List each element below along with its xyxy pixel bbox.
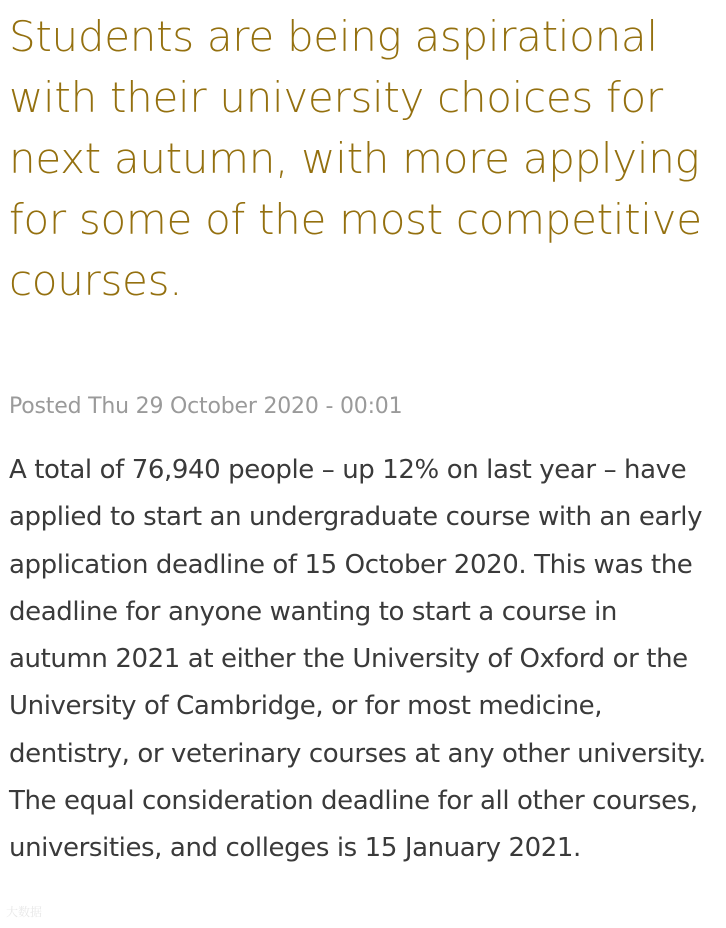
article-headline: Students are being aspirational with their university choices for next autumn, with more applying for some of the most competitive courses. [9, 12, 702, 305]
article-body: A total of 76,940 people – up 12% on last year – have applied to start an undergraduate course with an early application deadline of 15 October 2020. This was the deadline for anyone wanting to start a course in autumn 2021 at either the University of Oxford or the University of Cambridge, or for most medicine, dentistry, or veterinary courses at any other university. The equal consideration deadline for all other courses, universities, and colleges is 15 January 2021. [9, 455, 706, 864]
watermark: 大数据 [6, 905, 43, 919]
article [9, 0, 721, 864]
post-date: Posted Thu 29 October 2020 - 00:01 [9, 394, 403, 419]
